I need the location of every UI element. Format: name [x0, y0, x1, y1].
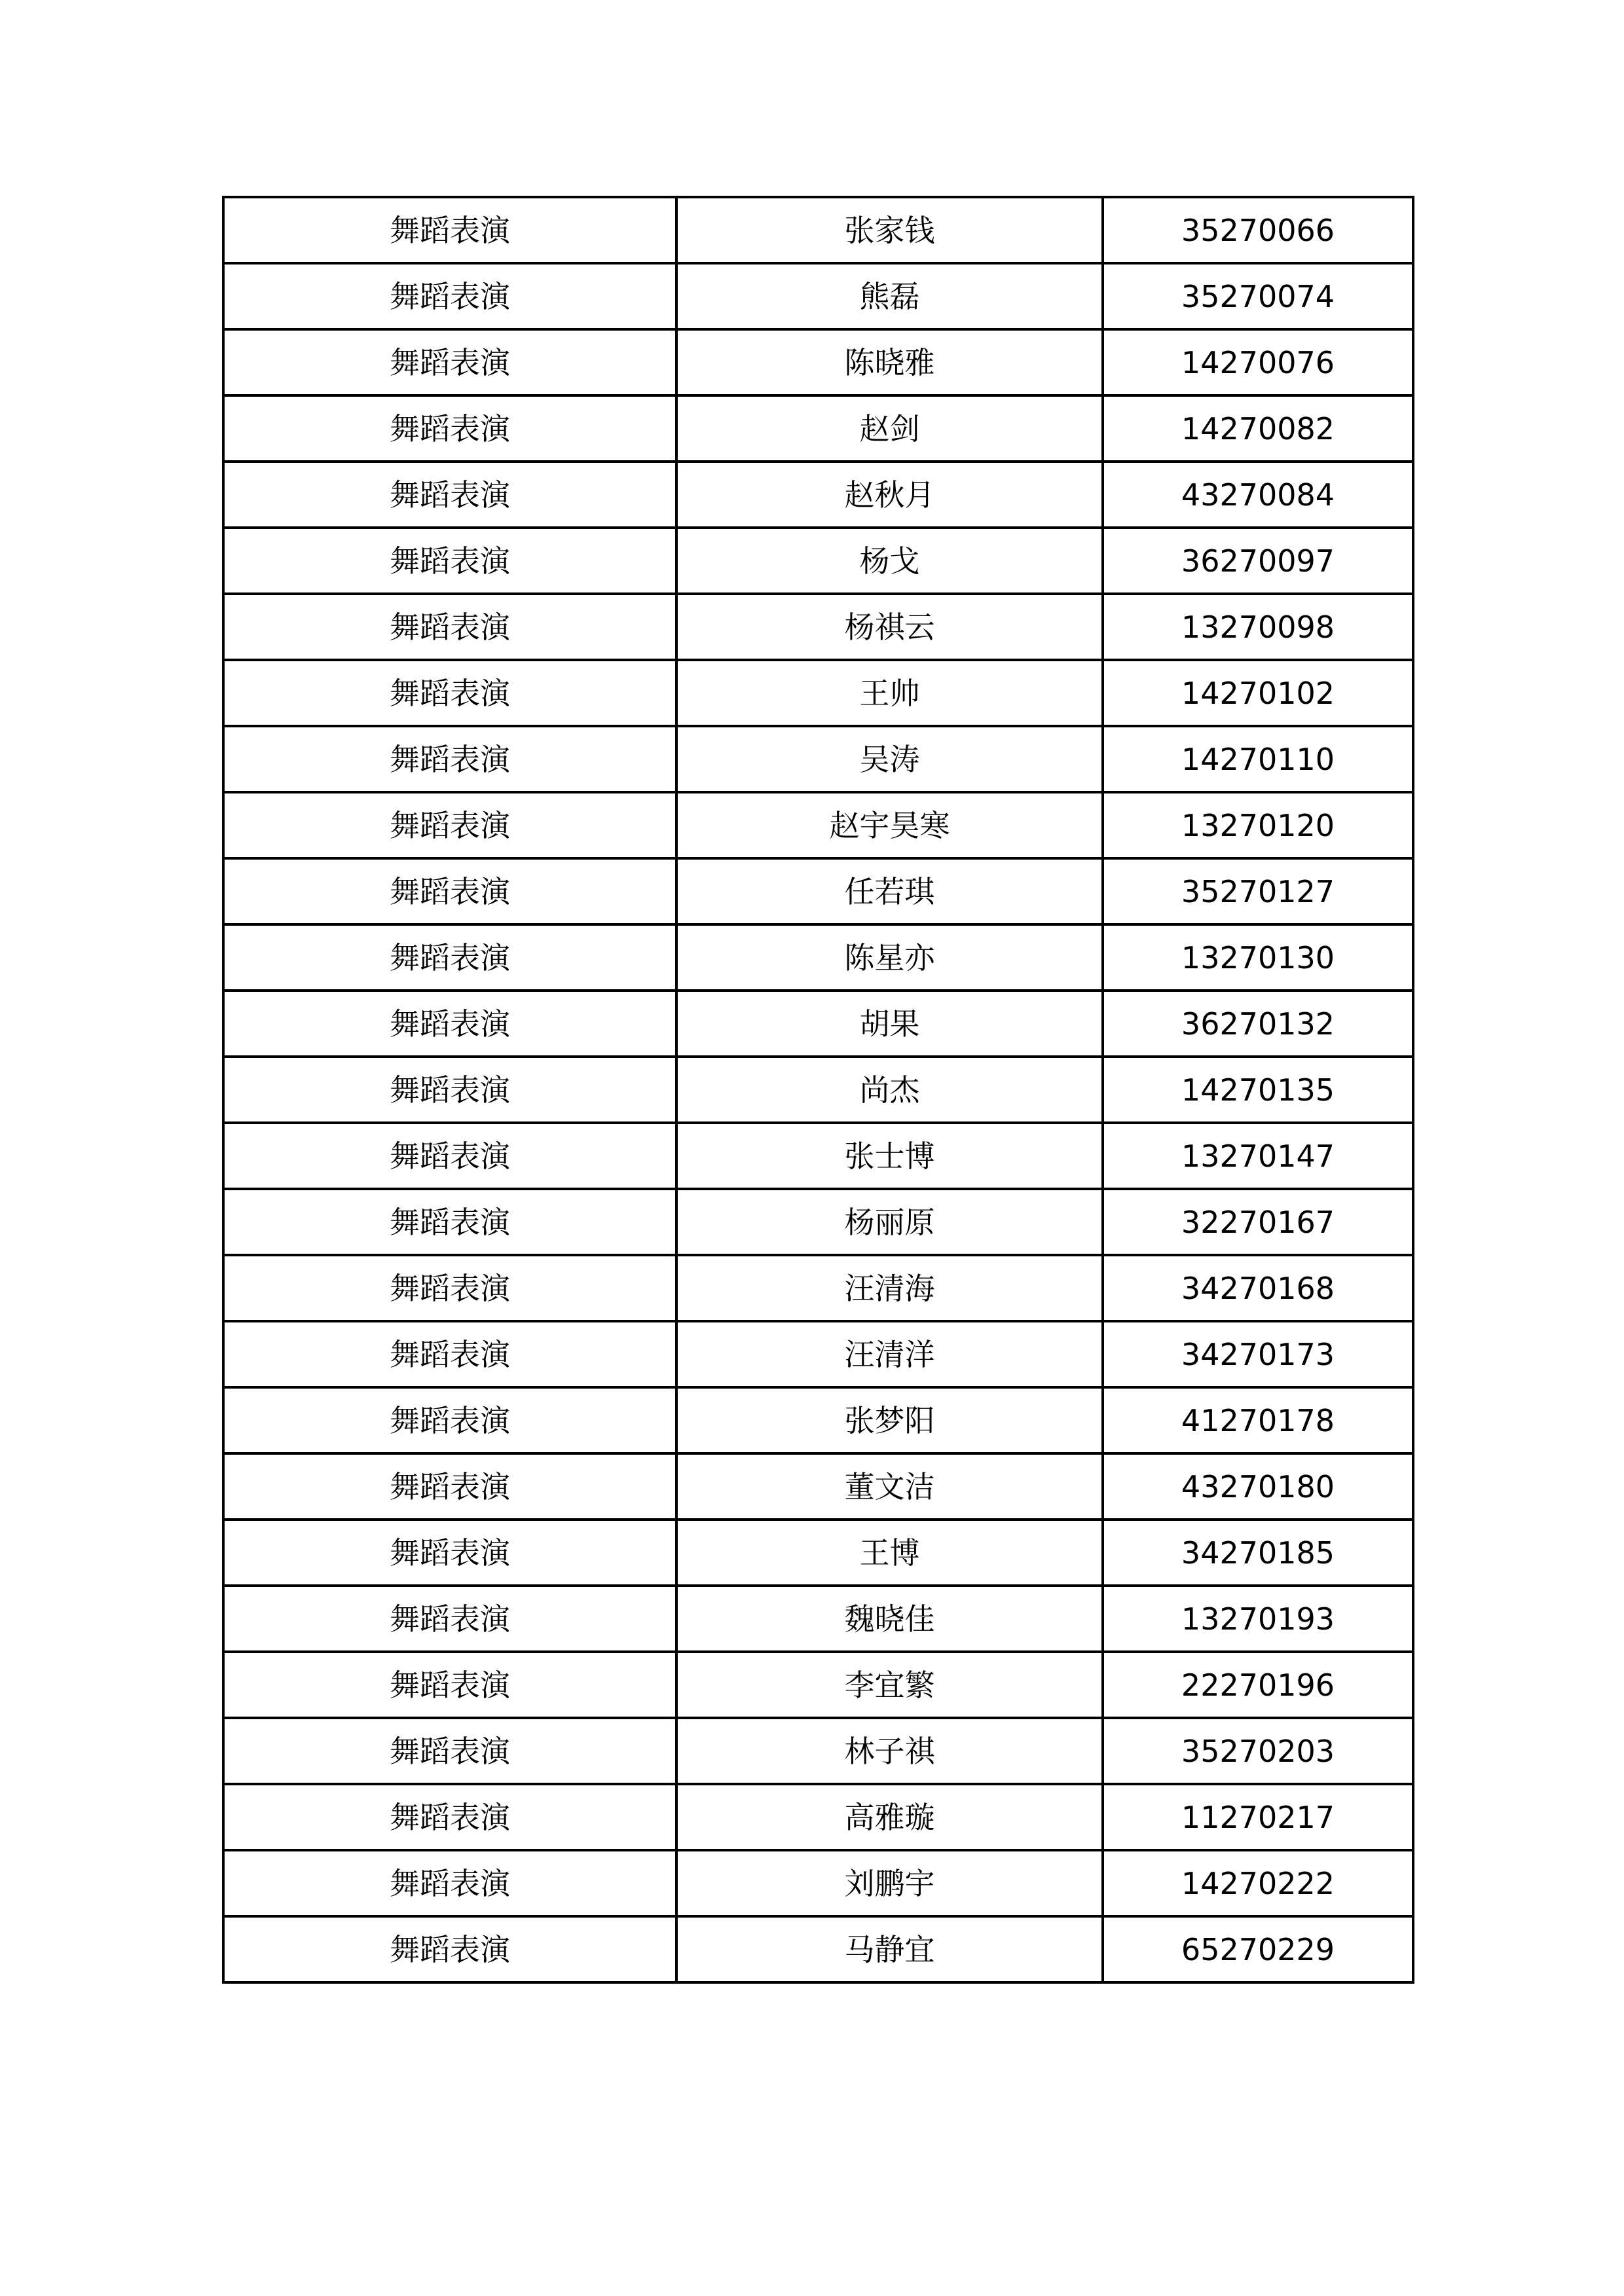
major-cell: 舞蹈表演 [223, 462, 676, 528]
major-cell: 舞蹈表演 [223, 726, 676, 792]
name-cell: 张士博 [676, 1123, 1103, 1189]
table-row [223, 594, 1413, 660]
major-cell: 舞蹈表演 [223, 1057, 676, 1123]
major-cell: 舞蹈表演 [223, 1387, 676, 1453]
id-cell: 32270167 [1103, 1189, 1413, 1255]
name-cell: 刘鹏宇 [676, 1850, 1103, 1916]
major-cell: 舞蹈表演 [223, 1850, 676, 1916]
major-cell: 舞蹈表演 [223, 1784, 676, 1850]
name-cell: 魏晓佳 [676, 1586, 1103, 1652]
name-cell: 胡果 [676, 991, 1103, 1057]
id-cell: 36270097 [1103, 528, 1413, 594]
id-cell: 35270127 [1103, 858, 1413, 924]
major-cell: 舞蹈表演 [223, 1321, 676, 1387]
major-cell: 舞蹈表演 [223, 1916, 676, 1982]
major-cell: 舞蹈表演 [223, 395, 676, 462]
id-cell: 13270130 [1103, 924, 1413, 991]
table-row [223, 1586, 1413, 1652]
name-cell: 尚杰 [676, 1057, 1103, 1123]
major-cell: 舞蹈表演 [223, 1255, 676, 1321]
table-row [223, 1057, 1413, 1123]
id-cell: 34270168 [1103, 1255, 1413, 1321]
name-cell: 汪清洋 [676, 1321, 1103, 1387]
name-cell: 陈星亦 [676, 924, 1103, 991]
id-cell: 36270132 [1103, 991, 1413, 1057]
table-row [223, 991, 1413, 1057]
table-row [223, 1255, 1413, 1321]
name-cell: 马静宜 [676, 1916, 1103, 1982]
table-row [223, 197, 1413, 263]
id-cell: 14270110 [1103, 726, 1413, 792]
id-cell: 14270102 [1103, 660, 1413, 726]
major-cell: 舞蹈表演 [223, 858, 676, 924]
table-row [223, 660, 1413, 726]
table-row [223, 263, 1413, 329]
name-cell: 王帅 [676, 660, 1103, 726]
major-cell: 舞蹈表演 [223, 1718, 676, 1784]
id-cell: 13270147 [1103, 1123, 1413, 1189]
id-cell: 34270185 [1103, 1520, 1413, 1586]
major-cell: 舞蹈表演 [223, 660, 676, 726]
table-row [223, 1387, 1413, 1453]
id-cell: 35270074 [1103, 263, 1413, 329]
table-row [223, 1123, 1413, 1189]
major-cell: 舞蹈表演 [223, 792, 676, 858]
table-row [223, 726, 1413, 792]
name-cell: 汪清海 [676, 1255, 1103, 1321]
name-cell: 任若琪 [676, 858, 1103, 924]
table-row [223, 1850, 1413, 1916]
name-cell: 张梦阳 [676, 1387, 1103, 1453]
name-cell: 杨丽原 [676, 1189, 1103, 1255]
table-row [223, 462, 1413, 528]
table-row [223, 1321, 1413, 1387]
major-cell: 舞蹈表演 [223, 594, 676, 660]
name-cell: 林子祺 [676, 1718, 1103, 1784]
id-cell: 14270135 [1103, 1057, 1413, 1123]
table-row [223, 1652, 1413, 1718]
name-cell: 吴涛 [676, 726, 1103, 792]
major-cell: 舞蹈表演 [223, 197, 676, 263]
name-cell: 赵秋月 [676, 462, 1103, 528]
major-cell: 舞蹈表演 [223, 528, 676, 594]
table-row [223, 1520, 1413, 1586]
major-cell: 舞蹈表演 [223, 263, 676, 329]
id-cell: 43270084 [1103, 462, 1413, 528]
id-cell: 34270173 [1103, 1321, 1413, 1387]
id-cell: 11270217 [1103, 1784, 1413, 1850]
id-cell: 14270076 [1103, 329, 1413, 395]
major-cell: 舞蹈表演 [223, 1520, 676, 1586]
name-cell: 赵宇昊寒 [676, 792, 1103, 858]
major-cell: 舞蹈表演 [223, 1586, 676, 1652]
name-cell: 杨祺云 [676, 594, 1103, 660]
table-row [223, 1718, 1413, 1784]
table-row [223, 528, 1413, 594]
major-cell: 舞蹈表演 [223, 1189, 676, 1255]
id-cell: 14270082 [1103, 395, 1413, 462]
table-row [223, 1784, 1413, 1850]
id-cell: 13270098 [1103, 594, 1413, 660]
table-row [223, 1916, 1413, 1982]
name-cell: 赵剑 [676, 395, 1103, 462]
table-row [223, 1189, 1413, 1255]
table-row [223, 924, 1413, 991]
major-cell: 舞蹈表演 [223, 1652, 676, 1718]
name-cell: 熊磊 [676, 263, 1103, 329]
name-cell: 董文洁 [676, 1453, 1103, 1520]
major-cell: 舞蹈表演 [223, 991, 676, 1057]
table-row [223, 395, 1413, 462]
name-cell: 高雅璇 [676, 1784, 1103, 1850]
name-cell: 王博 [676, 1520, 1103, 1586]
id-cell: 43270180 [1103, 1453, 1413, 1520]
name-cell: 陈晓雅 [676, 329, 1103, 395]
major-cell: 舞蹈表演 [223, 329, 676, 395]
id-cell: 65270229 [1103, 1916, 1413, 1982]
id-cell: 35270066 [1103, 197, 1413, 263]
name-cell: 张家钱 [676, 197, 1103, 263]
id-cell: 13270120 [1103, 792, 1413, 858]
id-cell: 35270203 [1103, 1718, 1413, 1784]
id-cell: 14270222 [1103, 1850, 1413, 1916]
table-row [223, 329, 1413, 395]
major-cell: 舞蹈表演 [223, 924, 676, 991]
major-cell: 舞蹈表演 [223, 1453, 676, 1520]
id-cell: 41270178 [1103, 1387, 1413, 1453]
name-cell: 杨戈 [676, 528, 1103, 594]
roster-table [222, 196, 1414, 1984]
table-row [223, 858, 1413, 924]
major-cell: 舞蹈表演 [223, 1123, 676, 1189]
id-cell: 22270196 [1103, 1652, 1413, 1718]
table-row [223, 1453, 1413, 1520]
roster-table-body [223, 197, 1413, 1982]
name-cell: 李宜繁 [676, 1652, 1103, 1718]
id-cell: 13270193 [1103, 1586, 1413, 1652]
table-row [223, 792, 1413, 858]
